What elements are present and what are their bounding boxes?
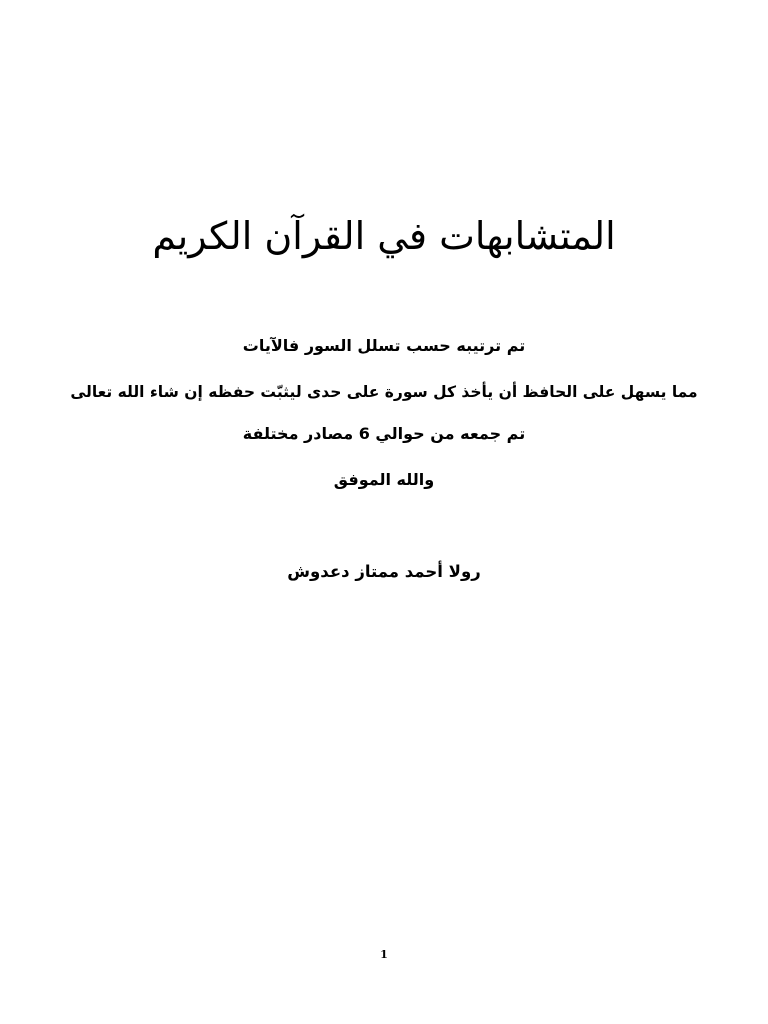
sources-note: تم جمعه من حوالي 6 مصادر مختلفة <box>242 424 526 443</box>
author-name: رولا أحمد ممتاز دعدوش <box>287 562 481 581</box>
arrangement-note: تم ترتيبه حسب تسلل السور فالآيات <box>242 336 526 355</box>
page-number: 1 <box>380 948 388 961</box>
closing-phrase: والله الموفق <box>333 470 435 489</box>
purpose-note: مما يسهل على الحافظ أن يأخذ كل سورة على حدى ليثبّت حفظه إن شاء الله تعالى <box>70 383 698 401</box>
document-title: المتشابهات في القرآن الكريم <box>152 214 616 258</box>
